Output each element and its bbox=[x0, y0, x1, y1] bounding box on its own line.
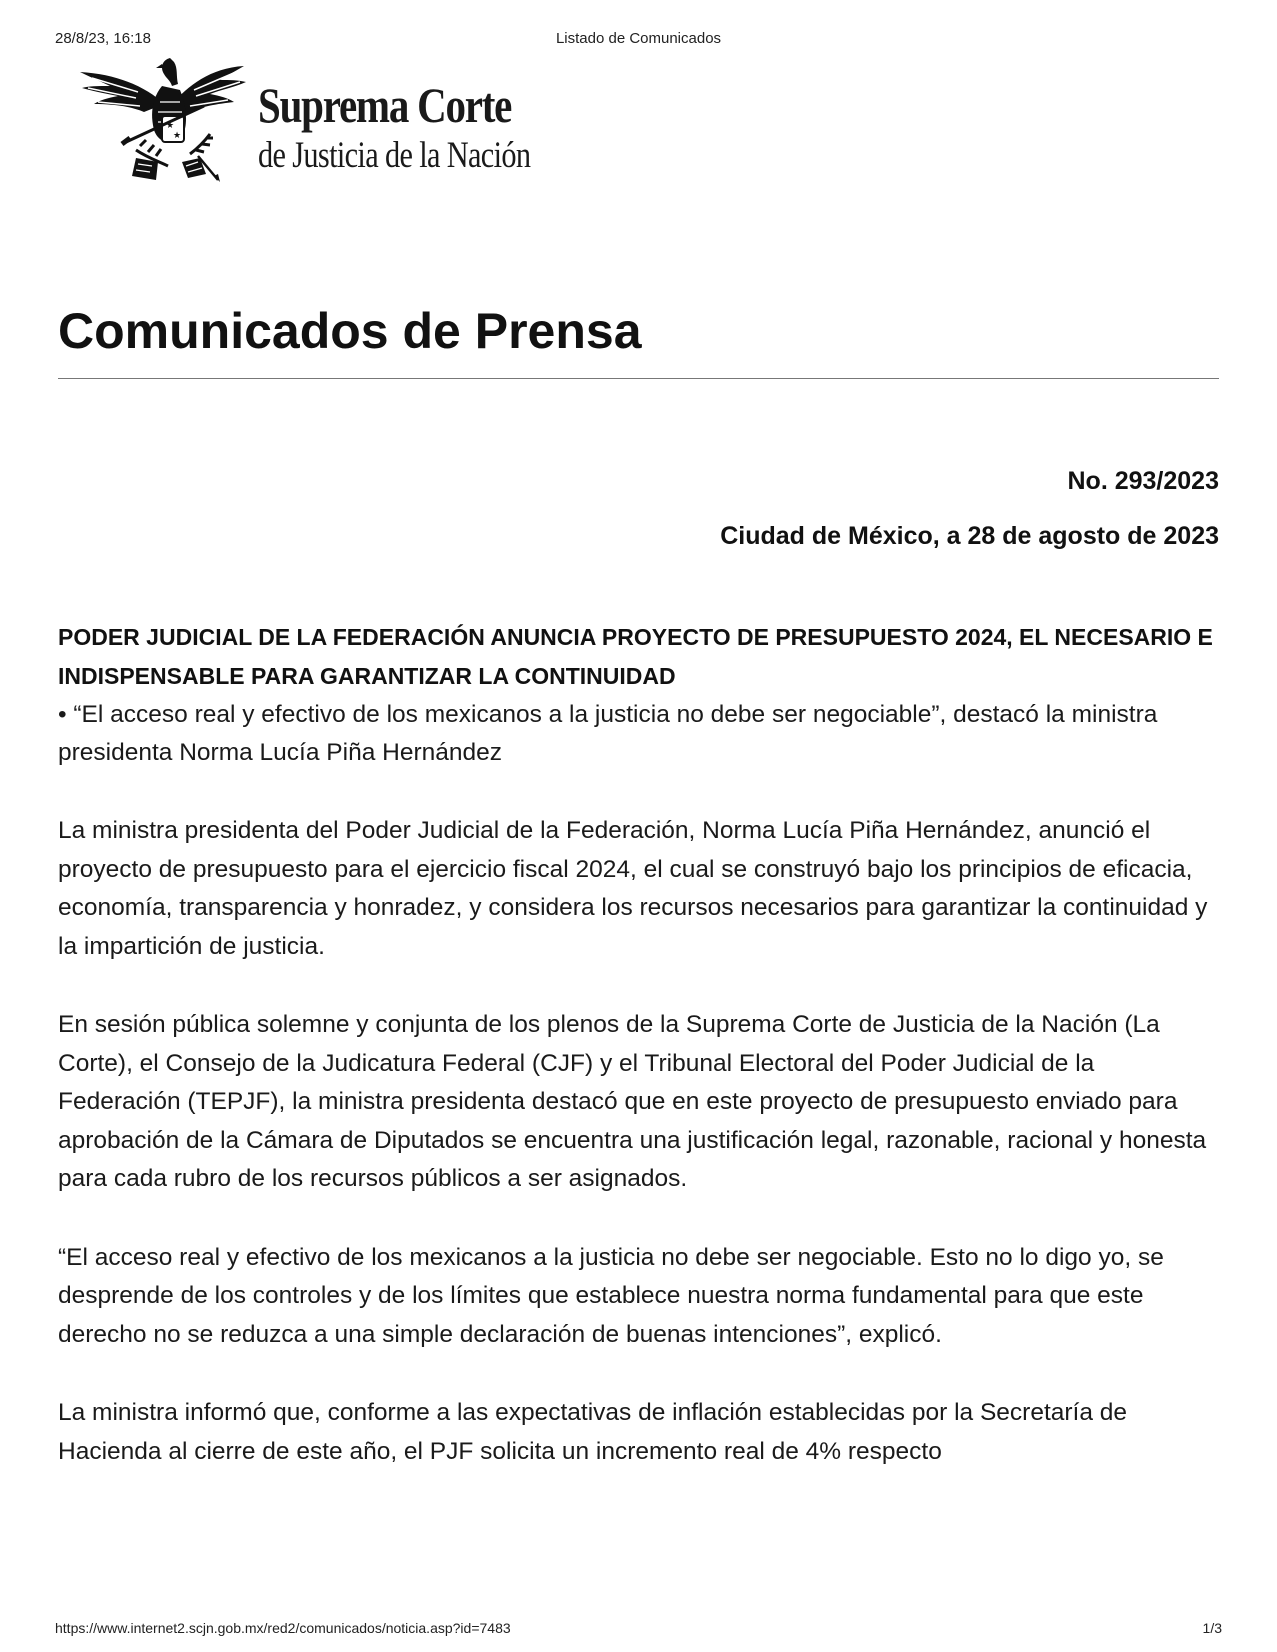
print-url: https://www.internet2.scjn.gob.mx/red2/comunicados/noticia.asp?id=7483 bbox=[55, 1620, 511, 1636]
print-page-number: 1/3 bbox=[1202, 1620, 1222, 1636]
logo-title-line2: de Justicia de la Nación bbox=[258, 135, 531, 176]
release-paragraph: La ministra informó que, conforme a las expectativas de inflación establecidas por la Secretaría de Hacienda al cierre de este año, el PJF solicita un incremento real de 4% respecto bbox=[58, 1399, 1128, 1465]
release-headline: PODER JUDICIAL DE LA FEDERACIÓN ANUNCIA PROYECTO DE PRESUPUESTO 2024, EL NECESARIO E INDISPENSABLE PARA GARANTIZAR LA CONTINUIDAD bbox=[58, 624, 1213, 689]
release-place-date: Ciudad de México, a 28 de agosto de 2023 bbox=[720, 522, 1219, 550]
heading-divider bbox=[58, 378, 1219, 379]
scjn-logo[interactable] bbox=[78, 58, 598, 188]
print-footer bbox=[55, 1620, 1222, 1640]
eagle-coat-of-arms-icon bbox=[78, 58, 250, 182]
svg-text:★: ★ bbox=[173, 130, 182, 140]
logo-title-line1: Suprema Corte bbox=[258, 77, 512, 133]
page-title: Comunicados de Prensa bbox=[58, 303, 642, 359]
release-paragraph: La ministra presidenta del Poder Judicial de la Federación, Norma Lucía Piña Hernández, anunció el proyecto de presupuesto para el ejercicio fiscal 2024, el cual se construyó bajo los principios de eficacia, economía, transparencia y honradez, y considera los recursos necesarios para garantizar la continuidad y la impartición de justicia. bbox=[58, 817, 1208, 960]
print-page-title: Listado de Comunicados bbox=[555, 30, 722, 47]
release-paragraph: “El acceso real y efectivo de los mexicanos a la justicia no debe ser negociable. Esto no lo digo yo, se desprende de los controles y de los límites que establece nuestra norma fundamental para que este derecho no se reduzca a una simple declaración de buenas intenciones”, explicó. bbox=[58, 1243, 1164, 1348]
release-paragraph: En sesión pública solemne y conjunta de los plenos de la Suprema Corte de Justicia de la Nación (La Corte), el Consejo de la Judicatura Federal (CJF) y el Tribunal Electoral del Poder Judicial de la Federación (TEPJF), la ministra presidenta destacó que en este proyecto de presupuesto enviado para aprobación de la Cámara de Diputados se encuentra una justificación legal, razonable, racional y honesta para cada rubro de los recursos públicos a ser asignados. bbox=[58, 1011, 1207, 1192]
release-highlight-bullet: • “El acceso real y efectivo de los mexicanos a la justicia no debe ser negociable”, destacó la ministra presidenta Norma Lucía Piña Hernández bbox=[58, 701, 1158, 766]
print-header bbox=[55, 30, 1222, 50]
release-body bbox=[58, 618, 1219, 1471]
svg-text:★: ★ bbox=[166, 120, 175, 130]
release-number: No. 293/2023 bbox=[1067, 467, 1219, 495]
print-datetime: 28/8/23, 16:18 bbox=[55, 30, 151, 47]
